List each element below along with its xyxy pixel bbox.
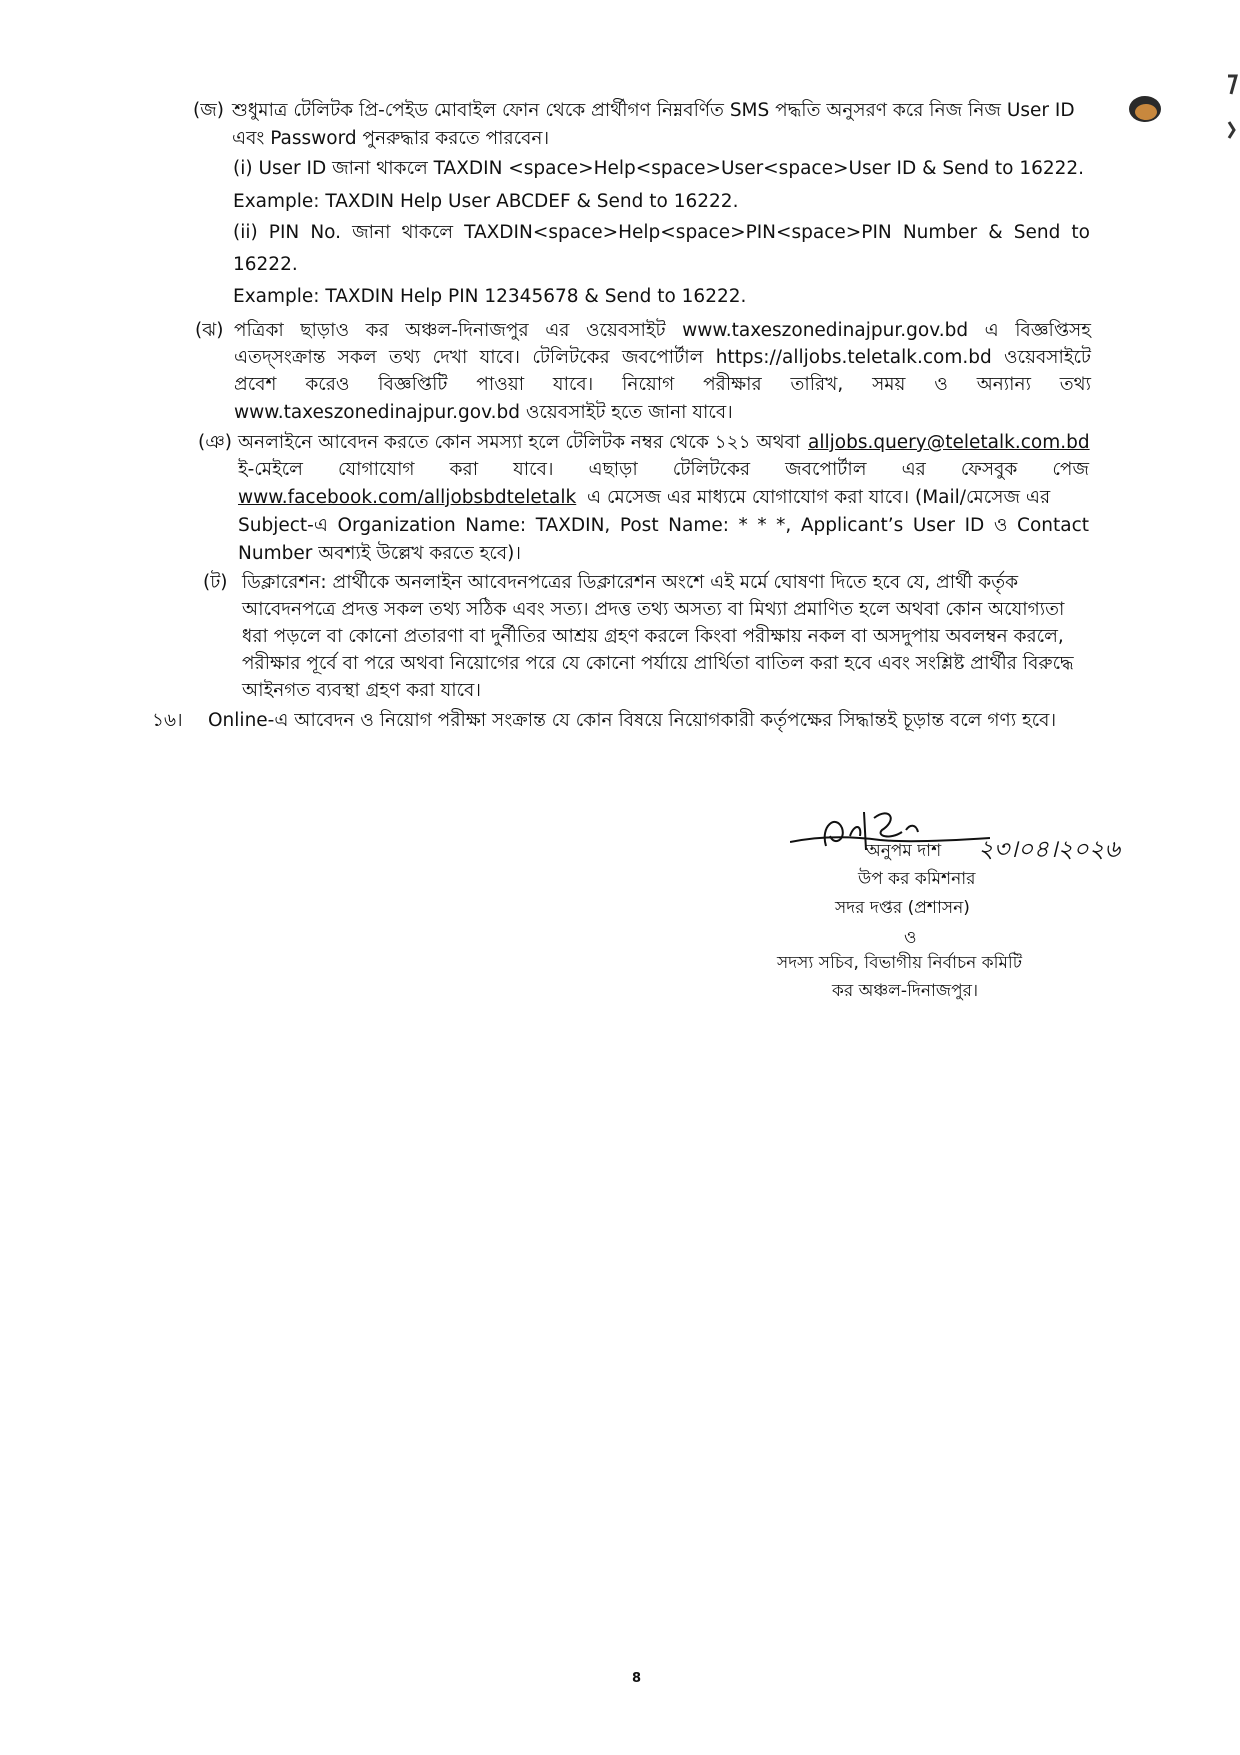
paragraph-line: প্রবেশ করেও বিজ্ঞপ্তিটি পাওয়া যাবে। নিয়োগ পরীক্ষার তারিখ, সময় ও অন্যান্য তথ্য	[234, 374, 1091, 395]
paragraph-line: আবেদনপত্রে প্রদত্ত সকল তথ্য সঠিক এবং সত্য। প্রদত্ত তথ্য অসত্য বা মিথ্যা প্রমাণিত হলে অথবা কোন অযোগ্যতা	[242, 599, 1065, 620]
item-marker: (ট)	[203, 572, 228, 593]
item-marker: (ঞ)	[198, 432, 232, 453]
sms-example: Example: TAXDIN Help User ABCDEF & Send to 16222.	[233, 191, 739, 212]
item-marker: (ঝ)	[195, 320, 224, 341]
paragraph-line: Subject-এ Organization Name: TAXDIN, Post Name: * * *, Applicant’s User ID ও Contact	[238, 515, 1089, 536]
signatory-role: সদস্য সচিব, বিভাগীয় নির্বাচন কমিটি	[777, 953, 1023, 973]
paragraph-line: শুধুমাত্র টেলিটক প্রি-পেইড মোবাইল ফোন থেকে প্রার্থীগণ নিম্নবর্ণিত SMS পদ্ধতি অনুসরণ করে নিজ নিজ User ID	[232, 100, 1075, 121]
sms-instruction: 16222.	[233, 254, 298, 275]
signatory-office: সদর দপ্তর (প্রশাসন)	[835, 898, 970, 918]
sms-instruction: (ii) PIN No. জানা থাকলে TAXDIN<space>Help<space>PIN<space>PIN Number & Send to	[233, 222, 1090, 243]
signatory-name: অনুপম দাশ	[866, 841, 942, 861]
sms-instruction: (i) User ID জানা থাকলে TAXDIN <space>Help<space>User<space>User ID & Send to 16222.	[233, 158, 1085, 179]
paragraph-line: Online-এ আবেদন ও নিয়োগ পরীক্ষা সংক্রান্ত যে কোন বিষয়ে নিয়োগকারী কর্তৃপক্ষের সিদ্ধান্তই চূড়ান্ত বলে গণ্য হবে।	[208, 710, 1057, 731]
signatory-conjunction: ও	[904, 928, 917, 948]
paragraph-line: আইনগত ব্যবস্থা গ্রহণ করা যাবে।	[242, 680, 481, 701]
paragraph-line: ই-মেইলে যোগাযোগ করা যাবে। এছাড়া টেলিটকের জবপোর্টাল এর ফেসবুক পেজ	[238, 459, 1089, 480]
paragraph-line: পত্রিকা ছাড়াও কর অঞ্চল-দিনাজপুর এর ওয়েবসাইট www.taxeszonedinajpur.gov.bd এ বিজ্ঞপ্তিসহ	[234, 320, 1091, 341]
item-number: ১৬।	[152, 710, 183, 731]
paragraph-line: ধরা পড়লে বা কোনো প্রতারণা বা দুর্নীতির আশ্রয় গ্রহণ করলে কিংবা পরীক্ষায় নকল বা অসদুপায় অবলম্বন করলে,	[242, 626, 1064, 647]
email-link[interactable]: alljobs.query@teletalk.com.bd	[808, 432, 1090, 453]
signatory-zone: কর অঞ্চল-দিনাজপুর।	[832, 981, 979, 1001]
facebook-link[interactable]: www.facebook.com/alljobsbdteletalk	[238, 487, 577, 508]
paragraph-line: এবং Password পুনরুদ্ধার করতে পারবেন।	[232, 128, 550, 149]
item-marker: (জ)	[193, 100, 224, 121]
page-number: 8	[632, 1671, 642, 1686]
edge-mark	[1226, 72, 1238, 152]
paragraph-line: পরীক্ষার পূর্বে বা পরে অথবা নিয়োগের পরে যে কোনো পর্যায়ে প্রার্থিতা বাতিল করা হবে এবং সংশ্লিষ্ট প্রার্থীর বিরুদ্ধে	[242, 653, 1074, 674]
sms-example: Example: TAXDIN Help PIN 12345678 & Send to 16222.	[233, 286, 747, 307]
paragraph-line: এতদ্‌সংক্রান্ত সকল তথ্য দেখা যাবে। টেলিটকের জবপোর্টাল https://alljobs.teletalk.com.bd ওয়েবসাইটে	[234, 347, 1091, 368]
paragraph-line: এ মেসেজ এর মাধ্যমে যোগাযোগ করা যাবে। (Mail/মেসেজ এর	[587, 487, 1051, 508]
paragraph-line: Number অবশ্যই উল্লেখ করতে হবে)।	[238, 543, 521, 564]
paragraph-line: www.taxeszonedinajpur.gov.bd ওয়েবসাইট হতে জানা যাবে।	[234, 402, 733, 423]
paragraph-line: ডিক্লারেশন: প্রার্থীকে অনলাইন আবেদনপত্রের ডিক্লারেশন অংশে এই মর্মে ঘোষণা দিতে হবে যে, প্রার্থী কর্তৃক	[242, 572, 1019, 593]
handwritten-date: ২৩।০৪।২০২৬	[978, 835, 1120, 863]
scan-artifact	[1128, 94, 1162, 124]
signatory-title: উপ কর কমিশনার	[858, 869, 976, 889]
paragraph-line: অনলাইনে আবেদন করতে কোন সমস্যা হলে টেলিটক নম্বর থেকে ১২১ অথবা	[238, 432, 801, 453]
